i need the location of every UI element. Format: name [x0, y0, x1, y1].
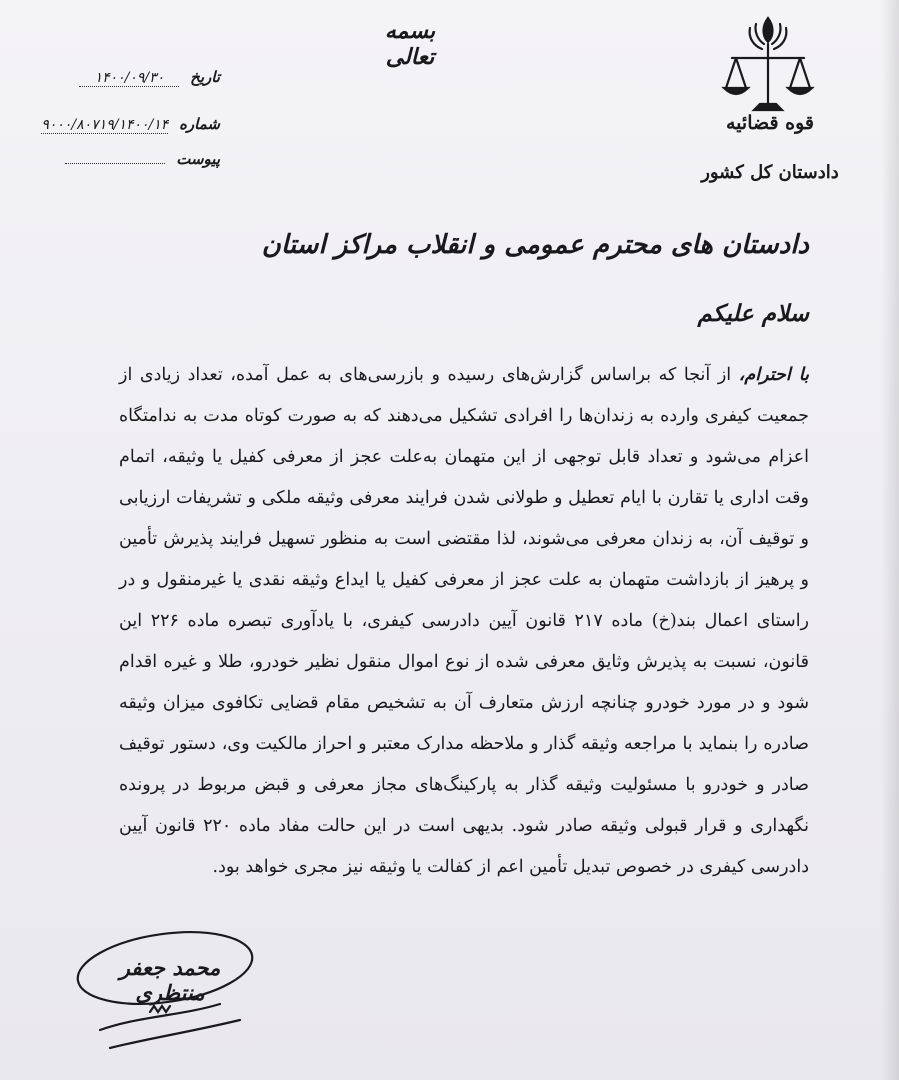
- meta-attachment: [20, 150, 220, 168]
- date-label: تاریخ: [190, 68, 220, 86]
- department-name: دادستان کل کشور: [701, 162, 839, 183]
- attachment-label: پیوست: [176, 150, 220, 168]
- greeting: سلام علیکم: [697, 300, 809, 327]
- body-paragraph: [119, 355, 809, 888]
- body-lead: با احترام،: [738, 365, 809, 385]
- letter-body: [119, 355, 809, 888]
- meta-number: [20, 115, 220, 134]
- signatory-name: محمد جعفر منتظری: [119, 955, 221, 1005]
- attachment-value: [65, 163, 165, 164]
- number-value: ۹۰۰۰/۸۰۷۱۹/۱۴۰۰/۱۴: [41, 117, 169, 133]
- meta-date: [20, 68, 220, 87]
- judiciary-emblem-icon: [718, 14, 818, 124]
- organization-name: قوه قضائیه: [725, 112, 815, 134]
- body-text: از آنجا که براساس گزارش‌های رسیده و بازرسی‌های به عمل آمده، تعداد زیادی از جمعیت کیفری وارده به زندان‌ها را افرادی تشکیل می‌دهند که به صورت کوتاه مدت به ندامتگاه اعزام می‌شود و تعداد قابل توجهی از این متهمان به‌علت عجز از معرفی کفیل یا وثیقه، اتمام وقت اداری یا تقارن با ایام تعطیل و طولانی شدن فرایند معرفی وثیقه ملکی و تشریفات ارزیابی و توقیف آن، به زندان معرفی می‌شوند، لذا مقتضی است به منظور تسهیل فرایند پذیرش تأمین و پرهیز از بازداشت متهمان به علت عجز از معرفی کفیل یا ایداع وثیقه نقدی یا غیرمنقول و در راستای اعمال بند(خ) ماده ۲۱۷ قانون آیین دادرسی کیفری، با یادآوری تبصره ماده ۲۲۶ این قانون، نسبت به پذیرش وثایق معرفی شده از نوع اموال منقول نظیر خودرو، طلا و غیره اقدام شود و در مورد خودرو چنانچه ارزش متعارف آن به تشخیص مقام قضایی تکافوی میزان وثیقه صادره را بنماید با مراجعه وثیقه گذار و ملاحظه مدارک معتبر و احراز مالکیت وی، دستور توقیف صادر و خودرو با مسئولیت وثیقه گذار به پارکینگ‌های مجاز معرفی و قبض مربوط در پرونده نگهداری و قرار قبولی وثیقه صادر شود. بدیهی است در این حالت مفاد ماده ۲۲۰ قانون آیین دادرسی کیفری در خصوص تبدیل تأمین اعم از کفالت یا وثیقه نیز مجری خواهد بود.: [119, 365, 810, 877]
- header-motto: بسمه تعالی: [384, 18, 436, 70]
- recipient-line: دادستان های محترم عمومی و انقلاب مراکز استان: [261, 230, 809, 260]
- date-value: ۱۴۰۰/۰۹/۳۰: [79, 70, 179, 87]
- number-label: شماره: [179, 115, 220, 133]
